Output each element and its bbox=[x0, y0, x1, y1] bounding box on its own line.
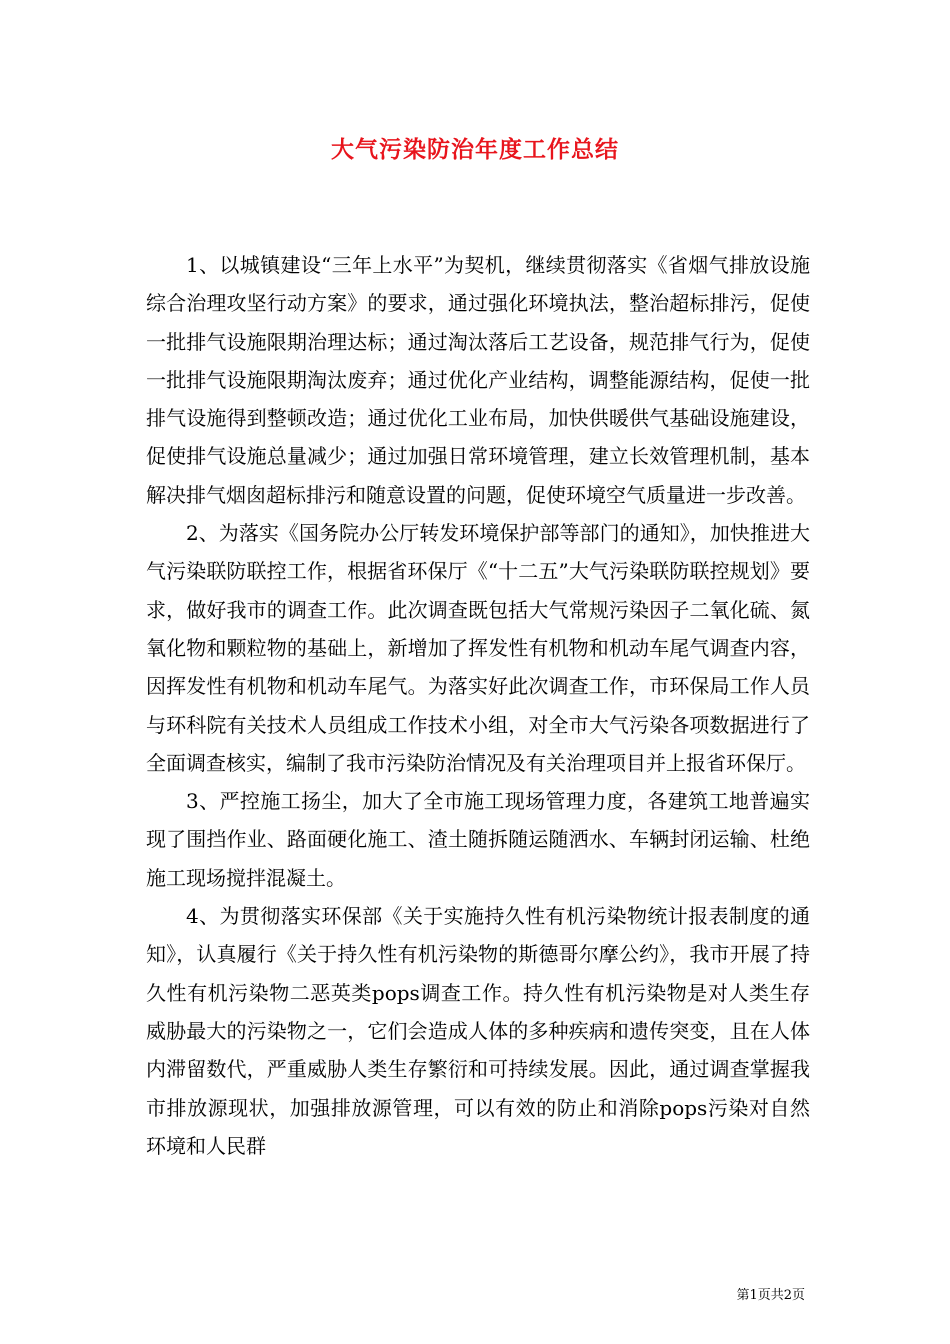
paragraph-3: 3、严控施工扬尘，加大了全市施工现场管理力度，各建筑工地普遍实现了围挡作业、路面硬化施工、渣土随拆随运随洒水、车辆封闭运输、杜绝施工现场搅拌混凝土。 bbox=[146, 789, 810, 890]
page-number: 第1页共2页 bbox=[736, 1288, 805, 1303]
document-body bbox=[146, 246, 810, 1165]
paragraph-4: 4、为贯彻落实环保部《关于实施持久性有机污染物统计报表制度的通知》，认真履行《关于持久性有机污染物的斯德哥尔摩公约》，我市开展了持久性有机污染物二恶英类pops调查工作。持久性有机污染物是对人类生存威胁最大的污染物之一，它们会造成人体的多种疾病和遗传突变，且在人体内滞留数代，严重威胁人类生存繁衍和可持续发展。因此，通过调查掌握我市排放源现状，加强排放源管理，可以有效的防止和消除pops污染对自然环境和人民群 bbox=[146, 904, 810, 1158]
paragraph-1: 1、以城镇建设“三年上水平”为契机，继续贯彻落实《省烟气排放设施综合治理攻坚行动方案》的要求，通过强化环境执法，整治超标排污，促使一批排气设施限期治理达标；通过淘汰落后工艺设备，规范排气行为，促使一批排气设施限期淘汰废弃；通过优化产业结构，调整能源结构，促使一批排气设施得到整顿改造；通过优化工业布局，加快供暖供气基础设施建设，促使排气设施总量减少；通过加强日常环境管理，建立长效管理机制，基本解决排气烟囱超标排污和随意设置的问题，促使环境空气质量进一步改善。 bbox=[146, 253, 810, 507]
page-title: 大气污染防治年度工作总结 bbox=[331, 136, 619, 163]
paragraph-2: 2、为落实《国务院办公厅转发环境保护部等部门的通知》，加快推进大气污染联防联控工作，根据省环保厅《“十二五”大气污染联防联控规划》要求，做好我市的调查工作。此次调查既包括大气常规污染因子二氧化硫、氮氧化物和颗粒物的基础上，新增加了挥发性有机物和机动车尾气调查内容，因挥发性有机物和机动车尾气。为落实好此次调查工作，市环保局工作人员与环科院有关技术人员组成工作技术小组，对全市大气污染各项数据进行了全面调查核实，编制了我市污染防治情况及有关治理项目并上报省环保厅。 bbox=[146, 521, 810, 775]
